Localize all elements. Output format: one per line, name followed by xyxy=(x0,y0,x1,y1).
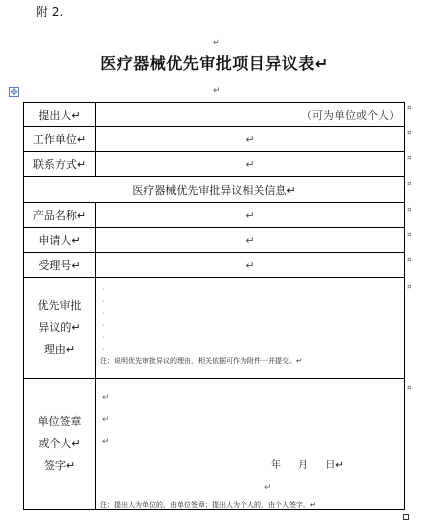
signature-label-line-3: 签字↵ xyxy=(43,459,76,472)
paragraph-mark: ↵ xyxy=(213,86,221,96)
row-section-title xyxy=(24,177,405,203)
reason-label xyxy=(24,278,96,379)
reason-note: 注：说明优先审批异议的理由，相关依据可作为附件一并提交。↵ xyxy=(100,357,302,365)
section-title: 医疗器械优先审批异议相关信息↵ xyxy=(24,177,405,203)
contact-label: 联系方式↵ xyxy=(24,152,96,177)
row-end-mark: ¤ xyxy=(407,283,412,291)
acceptance-no-field[interactable]: ↵ xyxy=(96,253,405,278)
signature-date: 年 月 日↵ xyxy=(271,460,344,471)
row-reason xyxy=(24,278,405,379)
paragraph-mark: ↵ xyxy=(213,38,220,47)
applicant-label: 申请人↵ xyxy=(24,228,96,253)
signature-label-line-2: 或个人↵ xyxy=(38,437,81,450)
signature-note: 注：提出人为单位的，由单位签章；提出人为个人的，由个人签字。↵ xyxy=(100,501,316,509)
row-end-mark: ¤ xyxy=(407,104,412,112)
signature-label xyxy=(24,379,96,510)
objection-form-table xyxy=(23,102,405,510)
row-end-mark: ¤ xyxy=(407,129,412,137)
row-signature xyxy=(24,379,405,510)
product-name-label: 产品名称↵ xyxy=(24,203,96,228)
row-proposer xyxy=(24,103,405,127)
work-unit-field[interactable]: ↵ xyxy=(96,127,405,152)
signature-paragraph-marks: ↵ ↵ ↵ xyxy=(102,393,110,447)
acceptance-no-label: 受理号↵ xyxy=(24,253,96,278)
row-work-unit xyxy=(24,127,405,152)
table-move-handle-icon[interactable]: ✥ xyxy=(10,88,18,98)
row-product-name xyxy=(24,203,405,228)
signature-label-line-1: 单位签章 xyxy=(37,415,82,428)
signature-field[interactable] xyxy=(96,379,405,510)
work-unit-label: 工作单位↵ xyxy=(24,127,96,152)
row-acceptance-no xyxy=(24,253,405,278)
row-applicant xyxy=(24,228,405,253)
row-contact xyxy=(24,152,405,177)
page-title: 医疗器械优先审批项目异议表↵ xyxy=(100,54,329,73)
row-end-mark: ¤ xyxy=(407,231,412,239)
proposer-label: 提出人↵ xyxy=(24,103,96,127)
product-name-field[interactable]: ↵ xyxy=(96,203,405,228)
row-end-mark: ¤ xyxy=(407,256,412,264)
reason-paragraph-marks: · · · · · · xyxy=(102,285,105,354)
row-end-mark: ¤ xyxy=(407,180,412,188)
reason-label-line-1: 优先审批 xyxy=(37,299,82,312)
paragraph-mark: ↵ xyxy=(264,483,272,493)
annex-label: 附 2. xyxy=(36,5,64,19)
reason-field[interactable] xyxy=(96,278,405,379)
table-resize-handle-icon[interactable] xyxy=(403,514,409,520)
reason-label-line-3: 理由↵ xyxy=(43,343,76,356)
reason-label-line-2: 异议的↵ xyxy=(38,321,81,334)
row-end-mark: ¤ xyxy=(407,206,412,214)
applicant-field[interactable]: ↵ xyxy=(96,228,405,253)
contact-field[interactable]: ↵ xyxy=(96,152,405,177)
row-end-mark: ¤ xyxy=(407,154,412,162)
row-end-mark: ¤ xyxy=(407,384,412,392)
proposer-field[interactable]: （可为单位或个人） xyxy=(96,103,405,127)
